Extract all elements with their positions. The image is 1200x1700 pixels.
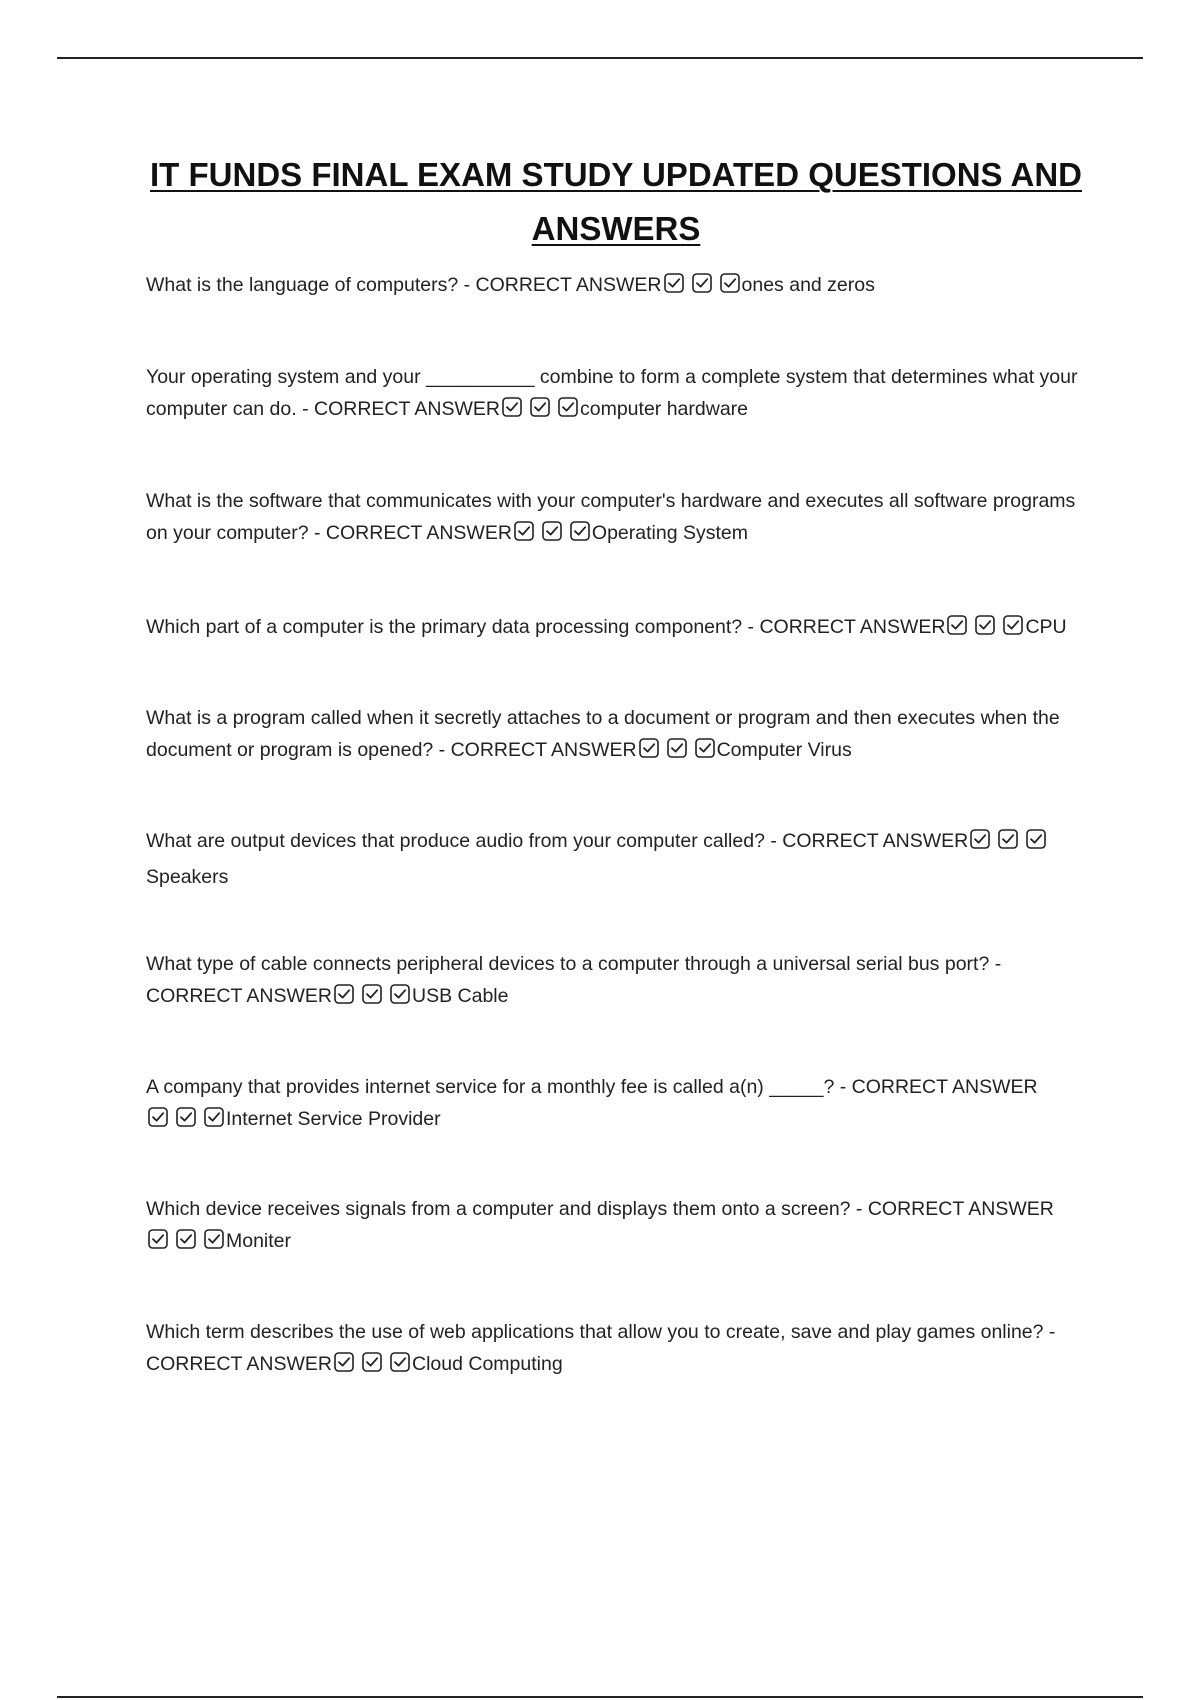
checkbox-checked-icon — [692, 273, 712, 293]
checkbox-checked-icon — [947, 615, 967, 635]
checkbox-checked-icon — [334, 1352, 354, 1372]
answer-text: ones and zeros — [741, 274, 875, 296]
check-marks — [148, 1107, 225, 1139]
checkbox-checked-icon — [148, 1229, 168, 1249]
checkbox-checked-icon — [204, 1229, 224, 1249]
checkbox-checked-icon — [502, 397, 522, 417]
checkbox-checked-icon — [362, 1352, 382, 1372]
checkbox-checked-icon — [664, 273, 684, 293]
qa-item — [146, 361, 1091, 429]
checkbox-checked-icon — [558, 397, 578, 417]
check-marks — [334, 984, 411, 1016]
checkbox-checked-icon — [176, 1229, 196, 1249]
qa-item — [146, 825, 1091, 893]
checkbox-checked-icon — [362, 984, 382, 1004]
checkbox-checked-icon — [667, 738, 687, 758]
checkbox-checked-icon — [334, 984, 354, 1004]
top-rule — [57, 57, 1143, 59]
qa-item — [146, 1071, 1091, 1139]
checkbox-checked-icon — [148, 1107, 168, 1127]
checkbox-checked-icon — [390, 1352, 410, 1372]
question-text: Which term describes the use of web applications that allow you to create, save and play games online? - CORRECT ANSWER — [146, 1321, 1056, 1375]
answer-text: Computer Virus — [716, 739, 852, 761]
question-text: What type of cable connects peripheral devices to a computer through a universal serial bus port? - CORRECT ANSWER — [146, 953, 1002, 1007]
qa-item — [146, 611, 1091, 647]
qa-item — [146, 1193, 1091, 1261]
bottom-rule — [57, 1696, 1143, 1698]
question-text: Your operating system and your __________ combine to form a complete system that determines what your computer can do. - CORRECT ANSWER — [146, 366, 1078, 420]
checkbox-checked-icon — [639, 738, 659, 758]
check-marks — [947, 615, 1024, 647]
answer-text: Moniter — [226, 1230, 292, 1252]
checkbox-checked-icon — [1003, 615, 1023, 635]
question-text: What is the software that communicates with your computer's hardware and executes all software programs on your computer? - CORRECT ANSWER — [146, 490, 1076, 544]
question-text: What are output devices that produce audio from your computer called? - CORRECT ANSWER — [146, 830, 969, 852]
qa-item — [146, 269, 1091, 305]
check-marks — [502, 397, 579, 429]
check-marks — [970, 829, 1047, 861]
question-text: Which device receives signals from a computer and displays them onto a screen? - CORRECT ANSWER — [146, 1198, 1054, 1220]
checkbox-checked-icon — [514, 521, 534, 541]
checkbox-checked-icon — [530, 397, 550, 417]
qa-item — [146, 1316, 1091, 1384]
check-marks — [148, 1229, 225, 1261]
checkbox-checked-icon — [390, 984, 410, 1004]
checkbox-checked-icon — [695, 738, 715, 758]
question-text: Which part of a computer is the primary data processing component? - CORRECT ANSWER — [146, 616, 946, 638]
question-text: A company that provides internet service for a monthly fee is called a(n) _____? - CORRECT ANSWER — [146, 1076, 1038, 1098]
qa-item — [146, 948, 1091, 1016]
answer-text: CPU — [1025, 616, 1067, 638]
document-title: IT FUNDS FINAL EXAM STUDY UPDATED QUESTIONS AND ANSWERS — [150, 156, 1082, 247]
checkbox-checked-icon — [542, 521, 562, 541]
answer-text: Cloud Computing — [412, 1353, 563, 1375]
qa-item — [146, 485, 1091, 553]
checkbox-checked-icon — [975, 615, 995, 635]
qa-item — [146, 702, 1091, 770]
check-marks — [514, 521, 591, 553]
checkbox-checked-icon — [720, 273, 740, 293]
answer-text: Speakers — [146, 866, 229, 888]
checkbox-checked-icon — [204, 1107, 224, 1127]
checkbox-checked-icon — [998, 829, 1018, 849]
checkbox-checked-icon — [970, 829, 990, 849]
answer-text: computer hardware — [580, 398, 748, 420]
check-marks — [639, 738, 716, 770]
checkbox-checked-icon — [570, 521, 590, 541]
checkbox-checked-icon — [1026, 829, 1046, 849]
checkbox-checked-icon — [176, 1107, 196, 1127]
check-marks — [664, 273, 741, 305]
answer-text: Operating System — [591, 522, 748, 544]
check-marks — [334, 1352, 411, 1384]
answer-text: Internet Service Provider — [226, 1108, 441, 1130]
question-text: What is a program called when it secretly attaches to a document or program and then executes when the document or program is opened? - CORRECT ANSWER — [146, 707, 1060, 761]
answer-text: USB Cable — [412, 985, 509, 1007]
question-text: What is the language of computers? - CORRECT ANSWER — [146, 274, 662, 296]
